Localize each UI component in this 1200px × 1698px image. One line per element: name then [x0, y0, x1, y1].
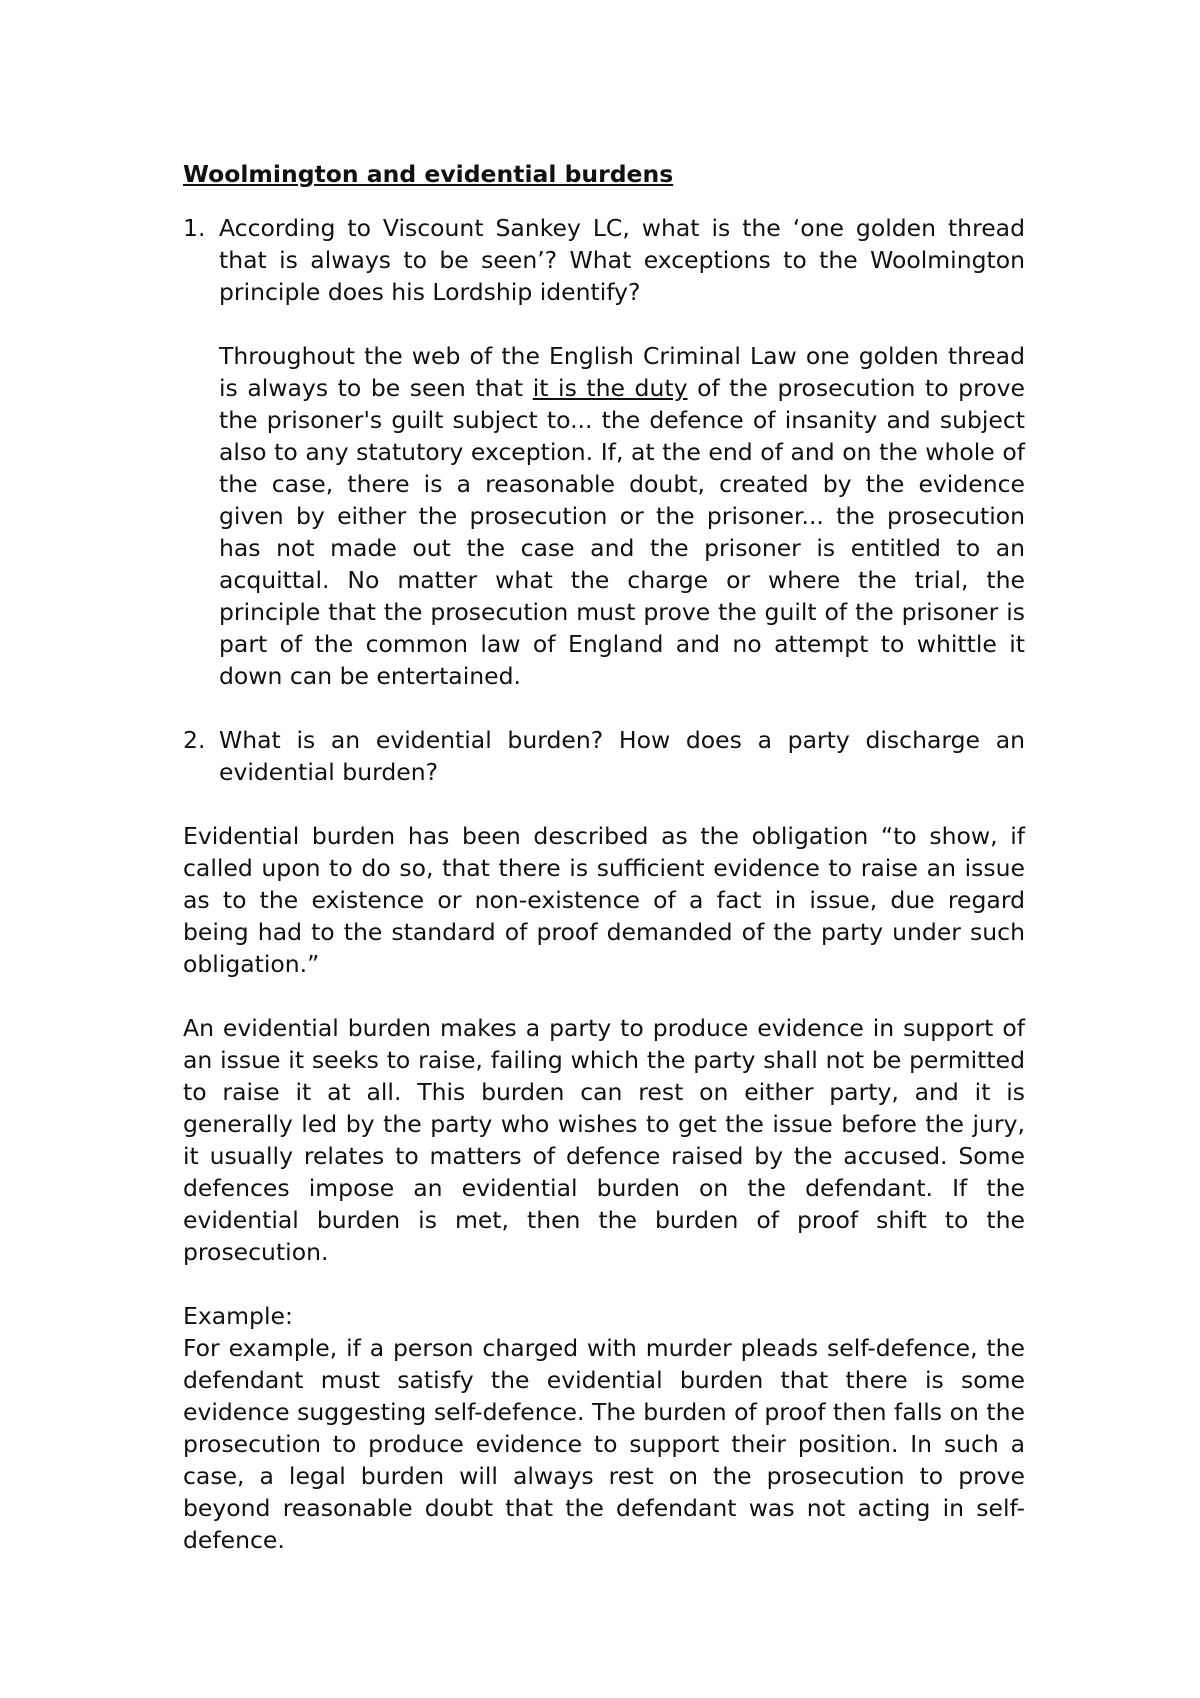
- answer-2-paragraph-1: Evidential burden has been described as the obligation “to show, if called upon to do so, that there is sufficient evidence to raise an issue as to the existence or non-existence of a fact in issue, due regard being had to the standard of proof demanded of the party under such obligation.”: [183, 822, 1025, 978]
- question-1-number: 1.: [183, 214, 206, 242]
- question-1: [183, 212, 1025, 308]
- example-paragraph: For example, if a person charged with murder pleads self-defence, the defendant must satisfy the evidential burden that there is some evidence suggesting self-defence. The burden of proof then falls on the prosecution to produce evidence to support their position. In such a case, a legal burden will always rest on the prosecution to prove beyond reasonable doubt that the defendant was not acting in self-defence.: [183, 1334, 1025, 1554]
- question-2-number: 2.: [183, 726, 206, 754]
- answer-1-text-end: of the prosecution to prove the prisoner's guilt subject to... the defence of insanity and subject also to any statutory exception. If, at the end of and on the whole of the case, there is a reasonable doubt, created by the evidence given by either the prosecution or the prisoner... the prosecution has not made out the case and the prisoner is entitled to an acquittal. No matter what the charge or where the trial, the principle that the prosecution must prove the guilt of the prisoner is part of the common law of England and no attempt to whittle it down can be entertained.: [219, 374, 1025, 690]
- document-title: Woolmington and evidential burdens: [183, 160, 674, 188]
- document-page: [183, 158, 1025, 1556]
- question-2: [183, 724, 1025, 788]
- answer-1-paragraph: [219, 340, 1025, 692]
- answer-2-paragraph-2: An evidential burden makes a party to produce evidence in support of an issue it seeks to raise, failing which the party shall not be permitted to raise it at all. This burden can rest on either party, and it is generally led by the party who wishes to get the issue before the jury, it usually relates to matters of defence raised by the accused. Some defences impose an evidential burden on the defendant. If the evidential burden is met, then the burden of proof shift to the prosecution.: [183, 1014, 1025, 1266]
- answer-1-underlined-phrase: it is the duty: [532, 374, 688, 402]
- question-1-text: According to Viscount Sankey LC, what is the ‘one golden thread that is always to be seen’? What exceptions to the Woolmington principle does his Lordship identify?: [219, 214, 1025, 306]
- example-label: Example:: [183, 1302, 293, 1330]
- question-2-text: What is an evidential burden? How does a party discharge an evidential burden?: [219, 726, 1025, 786]
- answer-1-text-start: Throughout the web of the English Criminal Law one golden thread is always to be seen that: [219, 342, 1025, 402]
